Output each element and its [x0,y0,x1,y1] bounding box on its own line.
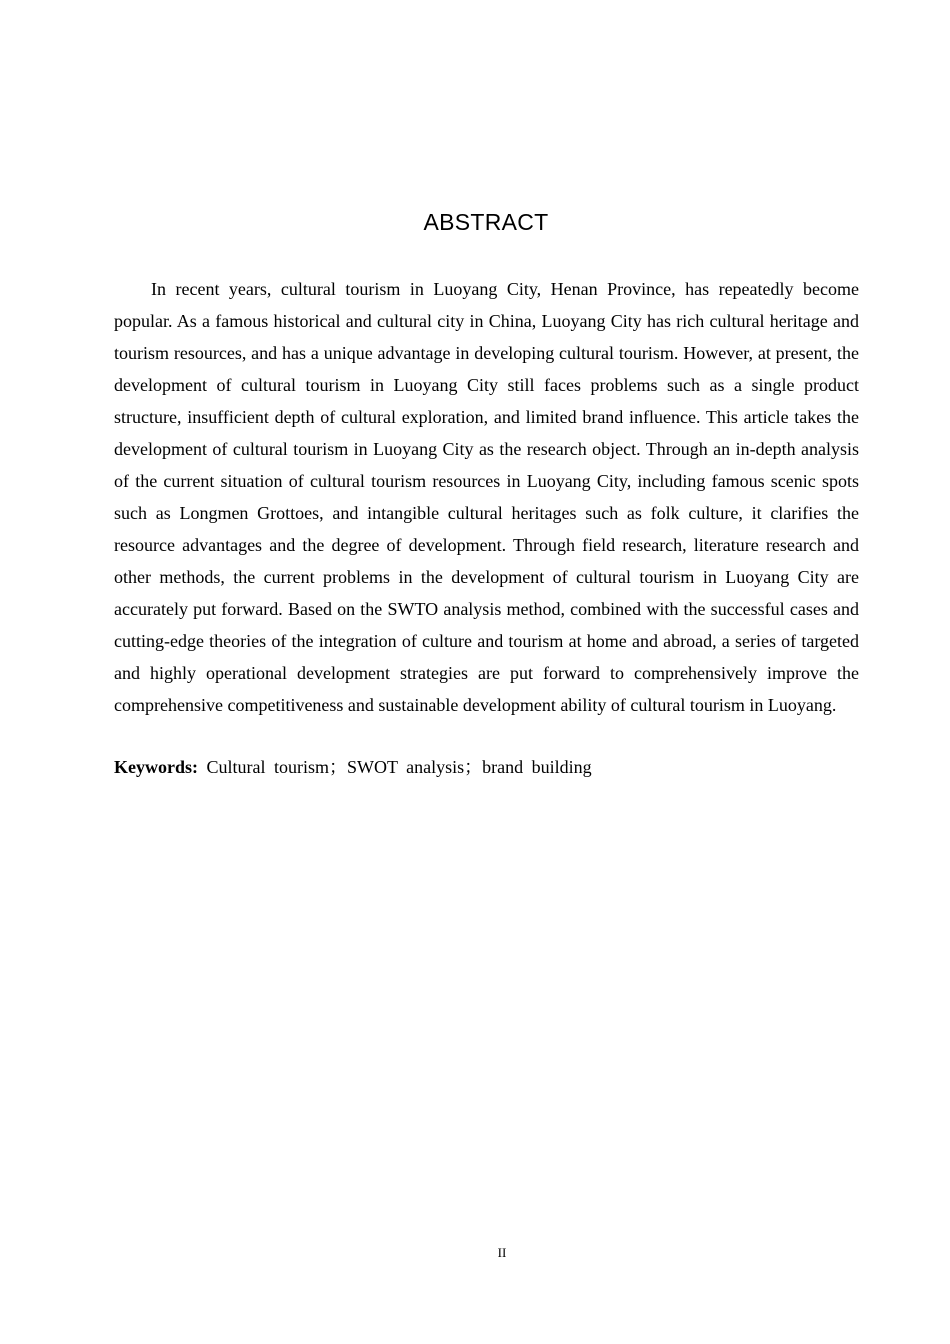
keywords-line [114,751,859,783]
page-number: II [497,1245,507,1260]
keywords-text: Cultural tourism；SWOT analysis；brand building [206,757,592,777]
abstract-body: In recent years, cultural tourism in Luoyang City, Henan Province, has repeatedly become popular. As a famous historical and cultural city in China, Luoyang City has rich cultural heritage and tourism resources, and has a unique advantage in developing cultural tourism. However, at present, the development of cultural tourism in Luoyang City still faces problems such as a single product structure, insufficient depth of cultural exploration, and limited brand influence. This article takes the development of cultural tourism in Luoyang City as the research object. Through an in-depth analysis of the current situation of cultural tourism resources in Luoyang City, including famous scenic spots such as Longmen Grottoes, and intangible cultural heritages such as folk culture, it clarifies the resource advantages and the degree of development. Through field research, literature research and other methods, the current problems in the development of cultural tourism in Luoyang City are accurately put forward. Based on the SWTO analysis method, combined with the successful cases and cutting-edge theories of the integration of culture and tourism at home and abroad, a series of targeted and highly operational development strategies are put forward to comprehensively improve the comprehensive competitiveness and sustainable development ability of cultural tourism in Luoyang. [114,279,859,715]
abstract-title: ABSTRACT [423,209,549,235]
keywords-label: Keywords: [114,757,198,777]
